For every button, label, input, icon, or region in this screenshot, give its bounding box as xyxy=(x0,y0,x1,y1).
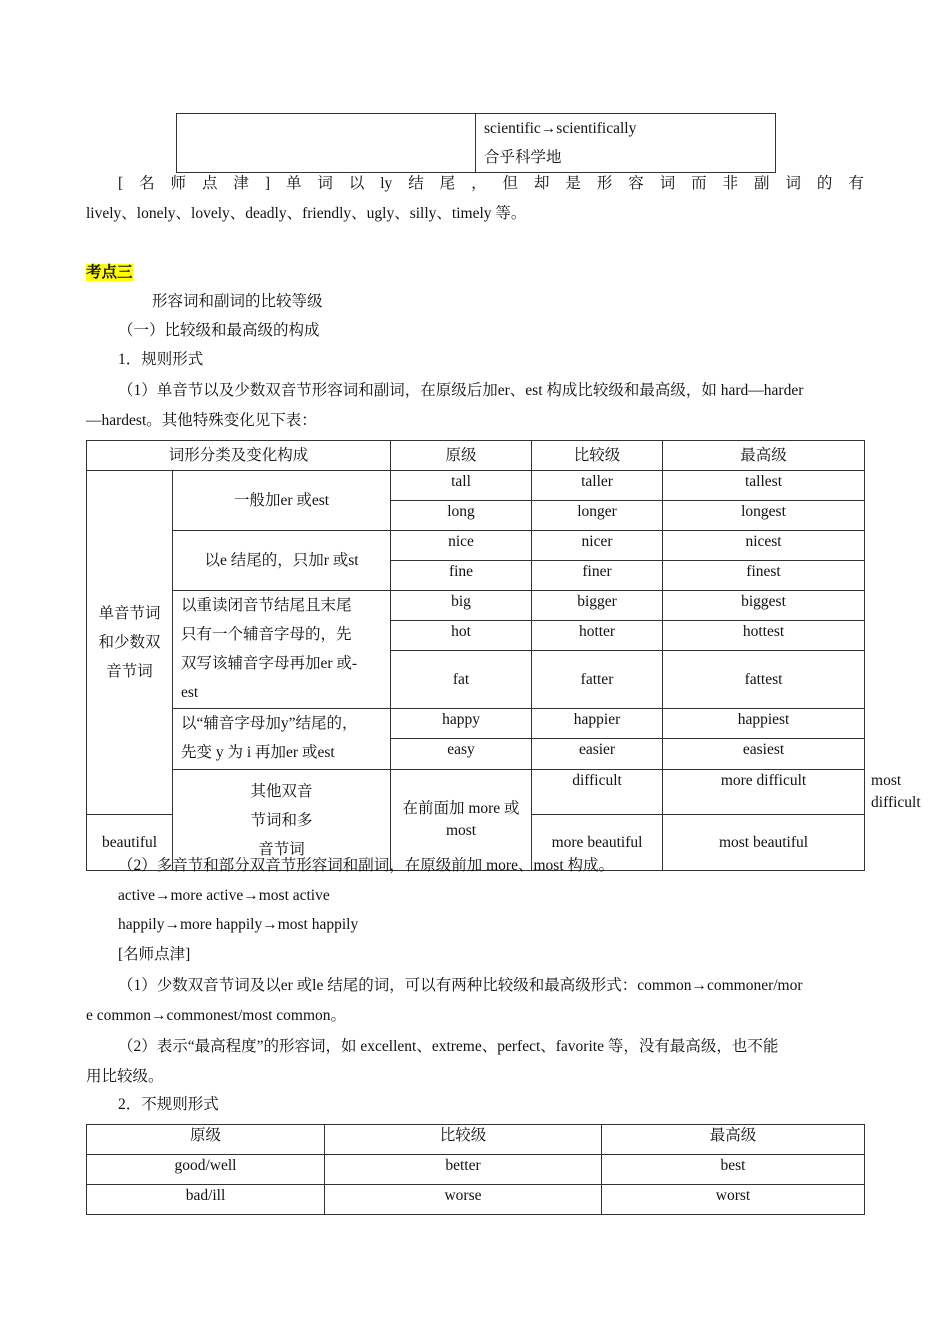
top-table-cell xyxy=(476,114,776,173)
tip1-char: 是 xyxy=(565,175,581,192)
cell: fatter xyxy=(532,651,663,709)
cell: hot xyxy=(391,621,532,651)
irr-cell: worst xyxy=(602,1185,865,1215)
rule3-l2: 只有一个辅音字母的，先 xyxy=(181,626,352,643)
cell: finest xyxy=(663,561,865,591)
cell: big xyxy=(391,591,532,621)
tip2-p2-line2: 用比较级。 xyxy=(86,1068,164,1085)
example-active: active→more active→most active xyxy=(118,887,330,904)
cell: more beautiful xyxy=(532,815,663,871)
tip1-char: 但 xyxy=(502,175,519,192)
cell: bigger xyxy=(532,591,663,621)
group1-label-l1: 单音节词 xyxy=(98,605,161,622)
tip2-p1-line2: e common→commonest/most common。 xyxy=(86,1007,347,1024)
subheading-1-1: 1．规则形式 xyxy=(118,351,204,368)
tip1-char: 点 xyxy=(201,175,218,192)
cell: happy xyxy=(391,709,532,739)
tip1-char: 以 xyxy=(348,175,365,192)
tip1-char: 词 xyxy=(659,175,676,192)
tip1-char: ] xyxy=(264,175,271,192)
tip1-char: 形 xyxy=(596,175,613,192)
rule-e-ending: 以e 结尾的，只加r 或st xyxy=(173,531,391,591)
irr-header-positive: 原级 xyxy=(87,1125,325,1155)
cell: nicer xyxy=(532,531,663,561)
cell: hottest xyxy=(663,621,865,651)
group2-label-l3: 音节词 xyxy=(258,840,305,858)
tip1-char: [ xyxy=(118,175,124,192)
cell: fat xyxy=(391,651,532,709)
tip1-char: 却 xyxy=(533,175,550,192)
subheading-1: （一）比较级和最高级的构成 xyxy=(118,322,320,339)
cell: longer xyxy=(532,501,663,531)
tip1-char: 单 xyxy=(285,175,302,192)
top-table-line1: scientific→scientifically xyxy=(484,120,637,137)
cell: longest xyxy=(663,501,865,531)
rule4-l2: 先变 y 为 i 再加er 或est xyxy=(181,744,335,761)
cell: most beautiful xyxy=(663,815,865,871)
rule3-l4: est xyxy=(181,684,199,701)
irregular-forms-table xyxy=(86,1124,865,1215)
rule4-l1: 以“辅音字母加y”结尾的， xyxy=(181,715,358,732)
cell: difficult xyxy=(532,770,663,815)
tip1-char: 尾 xyxy=(439,175,456,192)
group2-label-l1: 其他双音 xyxy=(250,782,313,800)
tip1-char: ly xyxy=(380,175,393,192)
tip1-char: 词 xyxy=(317,175,333,192)
top-table-line2: 合乎科学地 xyxy=(484,149,562,166)
section-badge-wrap xyxy=(86,263,133,283)
cell: hotter xyxy=(532,621,663,651)
cell: happier xyxy=(532,709,663,739)
irr-cell: worse xyxy=(325,1185,602,1215)
rule-consonant-y xyxy=(173,709,391,770)
cell: nicest xyxy=(663,531,865,561)
cell: taller xyxy=(532,471,663,501)
group2-label-l2: 节词和多 xyxy=(250,811,313,829)
tip1-char: 师 xyxy=(170,175,187,192)
regular-forms-table: 词形分类及变化构成 原级 比较级 最高级 单音节词 和少数双 音节词 一般加er 或est tall taller tallest long longer longest 以e 结尾的，只加r 或st nice nicer nicest fine finer finest 以重读闭音节结尾且末尾 只有一个辅音字母的，先 双写该辅音字母再加er 或- est big bigger biggest hot hotter hottest fat fatter fattest 以“辅音字母加y”结尾的， 先变 y 为 i 再加er 或est happy happier happiest easy easier easiest 其他双音 节词和多 音节词 在前面加 more 或 most difficult more difficult most difficult beautiful more beautiful most beautiful xyxy=(86,440,865,871)
top-table-empty-cell xyxy=(177,114,476,173)
cell: long xyxy=(391,501,532,531)
tip1-char: 非 xyxy=(722,175,739,192)
tip1-char: 津 xyxy=(233,175,249,192)
tip1-char: 而 xyxy=(691,175,707,192)
rule-more-most: 在前面加 more 或 most xyxy=(391,770,532,871)
example-happily: happily→more happily→most happily xyxy=(118,916,359,933)
group1-label-l2: 和少数双 xyxy=(98,634,161,651)
para1-line1: （1）单音节以及少数双音节形容词和副词，在原级后加er、est 构成比较级和最高级，如 hard—harder xyxy=(118,382,804,399)
cell: tallest xyxy=(663,471,865,501)
cell: finer xyxy=(532,561,663,591)
para1-line2: —hardest。其他特殊变化见下表： xyxy=(86,412,317,429)
cell: nice xyxy=(391,531,532,561)
tip2-label: [名师点津] xyxy=(118,946,191,963)
cell: easier xyxy=(532,739,663,770)
cell: easy xyxy=(391,739,532,770)
cell: more difficult xyxy=(663,770,865,815)
top-table xyxy=(176,113,776,173)
tip1-char: 词 xyxy=(785,175,801,192)
cell: fattest xyxy=(663,651,865,709)
tip1-char: 名 xyxy=(139,175,155,192)
rule-general: 一般加er 或est xyxy=(173,471,391,531)
tip1-char: 容 xyxy=(628,175,644,192)
irr-cell: good/well xyxy=(87,1155,325,1185)
header-positive: 原级 xyxy=(391,441,532,471)
irr-header-comparative: 比较级 xyxy=(325,1125,602,1155)
rule3-l3: 双写该辅音字母再加er 或- xyxy=(181,655,358,672)
tip2-p2-line1: （2）表示“最高程度”的形容词，如 excellent、extreme、perfect、favorite 等，没有最高级，也不能 xyxy=(118,1038,779,1055)
tip2-p1-line1: （1）少数双音节词及以er 或le 结尾的词，可以有两种比较级和最高级形式：common→commoner/mor xyxy=(118,977,803,994)
tip1-line2: lively、lonely、lovely、deadly、friendly、ugly、silly、timely 等。 xyxy=(86,205,527,222)
rule3-l1: 以重读闭音节结尾且末尾 xyxy=(181,597,352,614)
irr-cell: bad/ill xyxy=(87,1185,325,1215)
cell: fine xyxy=(391,561,532,591)
tip1-line1 xyxy=(118,174,864,194)
cell: tall xyxy=(391,471,532,501)
cell: happiest xyxy=(663,709,865,739)
section-badge: 考点三 xyxy=(86,264,133,281)
header-superlative: 最高级 xyxy=(663,441,865,471)
irr-cell: better xyxy=(325,1155,602,1185)
para2: （2）多音节和部分双音节形容词和副词，在原级前加 more、most 构成。 xyxy=(118,857,614,874)
subheading-2: 2．不规则形式 xyxy=(118,1096,219,1113)
header-comparative: 比较级 xyxy=(532,441,663,471)
irr-header-superlative: 最高级 xyxy=(602,1125,865,1155)
tip1-char: 的 xyxy=(816,175,833,192)
header-category: 词形分类及变化构成 xyxy=(87,441,391,471)
cell: beautiful xyxy=(87,815,173,871)
irr-cell: best xyxy=(602,1155,865,1185)
section-title: 形容词和副词的比较等级 xyxy=(152,293,323,310)
group1-label-l3: 音节词 xyxy=(106,663,153,680)
tip1-char: 副 xyxy=(754,175,770,192)
tip1-char: 有 xyxy=(848,175,864,192)
cell: easiest xyxy=(663,739,865,770)
tip1-char: ， xyxy=(471,175,487,192)
cell: biggest xyxy=(663,591,865,621)
group1-label xyxy=(87,471,173,815)
tip1-char: 结 xyxy=(408,175,424,192)
rule-double-consonant xyxy=(173,591,391,709)
